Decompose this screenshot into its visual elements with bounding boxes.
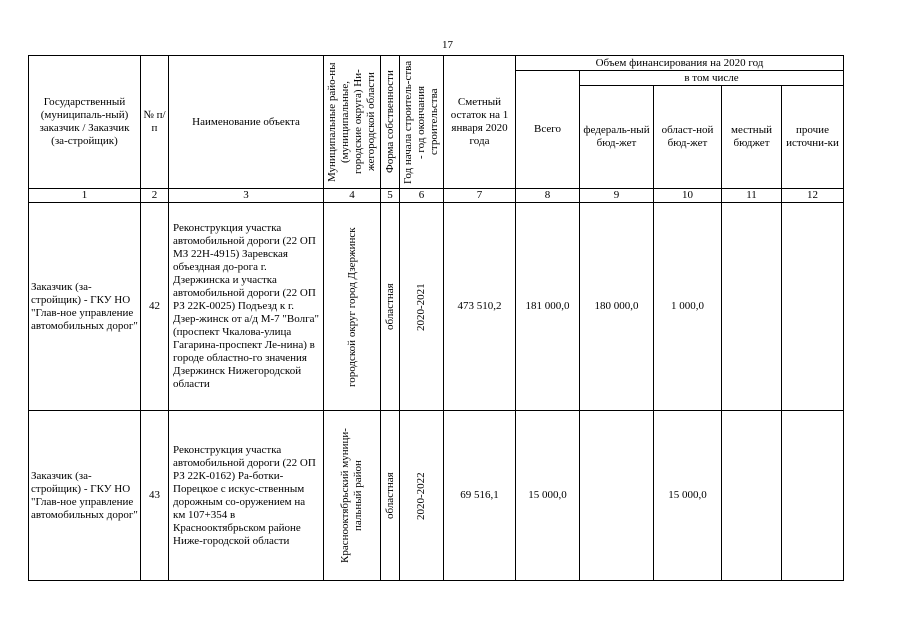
col-number: 12 xyxy=(782,189,844,203)
col-number: 8 xyxy=(516,189,580,203)
header-remainder: Сметный остаток на 1 января 2020 года xyxy=(444,56,516,189)
row-ownership: областная xyxy=(381,411,400,581)
financing-table xyxy=(28,55,844,581)
row-object: Реконструкция участка автомобильной дороги (22 ОП МЗ 22Н-4915) Заревская объездная до-рога г. Дзержинска и участка автомобильной дороги (22 ОП РЗ 22К-0025) Подъезд к г. Дзер-жинск от а/д М-7 "Волга" (проспект Чкалова-улица Гагарина-проспект Ле-нина) в городе областно-го значения Дзержинск Нижегородской области xyxy=(169,203,324,411)
row-total: 15 000,0 xyxy=(516,411,580,581)
row-object: Реконструкция участка автомобильной дороги (22 ОП РЗ 22К-0162) Ра-ботки-Порецкое с искус-ственным дорожным со-оружением на км 107+354 в Краснооктябрьском районе Ниже-городской области xyxy=(169,411,324,581)
row-municipality: Краснооктябрьский муници-пальный район xyxy=(324,411,381,581)
header-local: местный бюджет xyxy=(722,86,782,189)
header-financing: Объем финансирования на 2020 год xyxy=(516,56,844,71)
header-total: Всего xyxy=(516,71,580,189)
row-municipality: городской округ город Дзержинск xyxy=(324,203,381,411)
page-number: 17 xyxy=(442,39,453,51)
header-including: в том числе xyxy=(580,71,844,86)
header-regional: област-ной бюд-жет xyxy=(654,86,722,189)
col-number: 9 xyxy=(580,189,654,203)
table-row xyxy=(29,411,844,581)
row-years: 2020-2022 xyxy=(400,411,444,581)
header-object-name: Наименование объекта xyxy=(169,56,324,189)
col-number: 3 xyxy=(169,189,324,203)
header-federal: федераль-ный бюд-жет xyxy=(580,86,654,189)
row-regional: 1 000,0 xyxy=(654,203,722,411)
header-customer: Государственный (муниципаль-ный) заказчик / Заказчик (за-стройщик) xyxy=(29,56,141,189)
row-other xyxy=(782,411,844,581)
col-number: 11 xyxy=(722,189,782,203)
header-municipality: Муниципальные райо-ны (муниципальные, городские округа) Ни-жегородской области xyxy=(324,56,381,189)
col-number: 5 xyxy=(381,189,400,203)
row-local xyxy=(722,411,782,581)
row-total: 181 000,0 xyxy=(516,203,580,411)
row-customer: Заказчик (за-стройщик) - ГКУ НО "Глав-ное управление автомобильных дорог" xyxy=(29,203,141,411)
col-number: 7 xyxy=(444,189,516,203)
header-other: прочие источни-ки xyxy=(782,86,844,189)
col-number: 1 xyxy=(29,189,141,203)
row-other xyxy=(782,203,844,411)
row-ownership: областная xyxy=(381,203,400,411)
row-no: 43 xyxy=(141,411,169,581)
row-federal xyxy=(580,411,654,581)
row-remainder: 473 510,2 xyxy=(444,203,516,411)
col-number: 10 xyxy=(654,189,722,203)
col-number: 4 xyxy=(324,189,381,203)
table-row xyxy=(29,203,844,411)
row-local xyxy=(722,203,782,411)
header-ownership: Форма собственности xyxy=(381,56,400,189)
row-customer: Заказчик (за-стройщик) - ГКУ НО "Глав-ное управление автомобильных дорог" xyxy=(29,411,141,581)
row-federal: 180 000,0 xyxy=(580,203,654,411)
column-numbers-row xyxy=(29,189,844,203)
header-years: Год начала строитель-ства - год окончания строительства xyxy=(400,56,444,189)
row-remainder: 69 516,1 xyxy=(444,411,516,581)
header-no: № п/п xyxy=(141,56,169,189)
row-years: 2020-2021 xyxy=(400,203,444,411)
col-number: 6 xyxy=(400,189,444,203)
row-no: 42 xyxy=(141,203,169,411)
col-number: 2 xyxy=(141,189,169,203)
row-regional: 15 000,0 xyxy=(654,411,722,581)
